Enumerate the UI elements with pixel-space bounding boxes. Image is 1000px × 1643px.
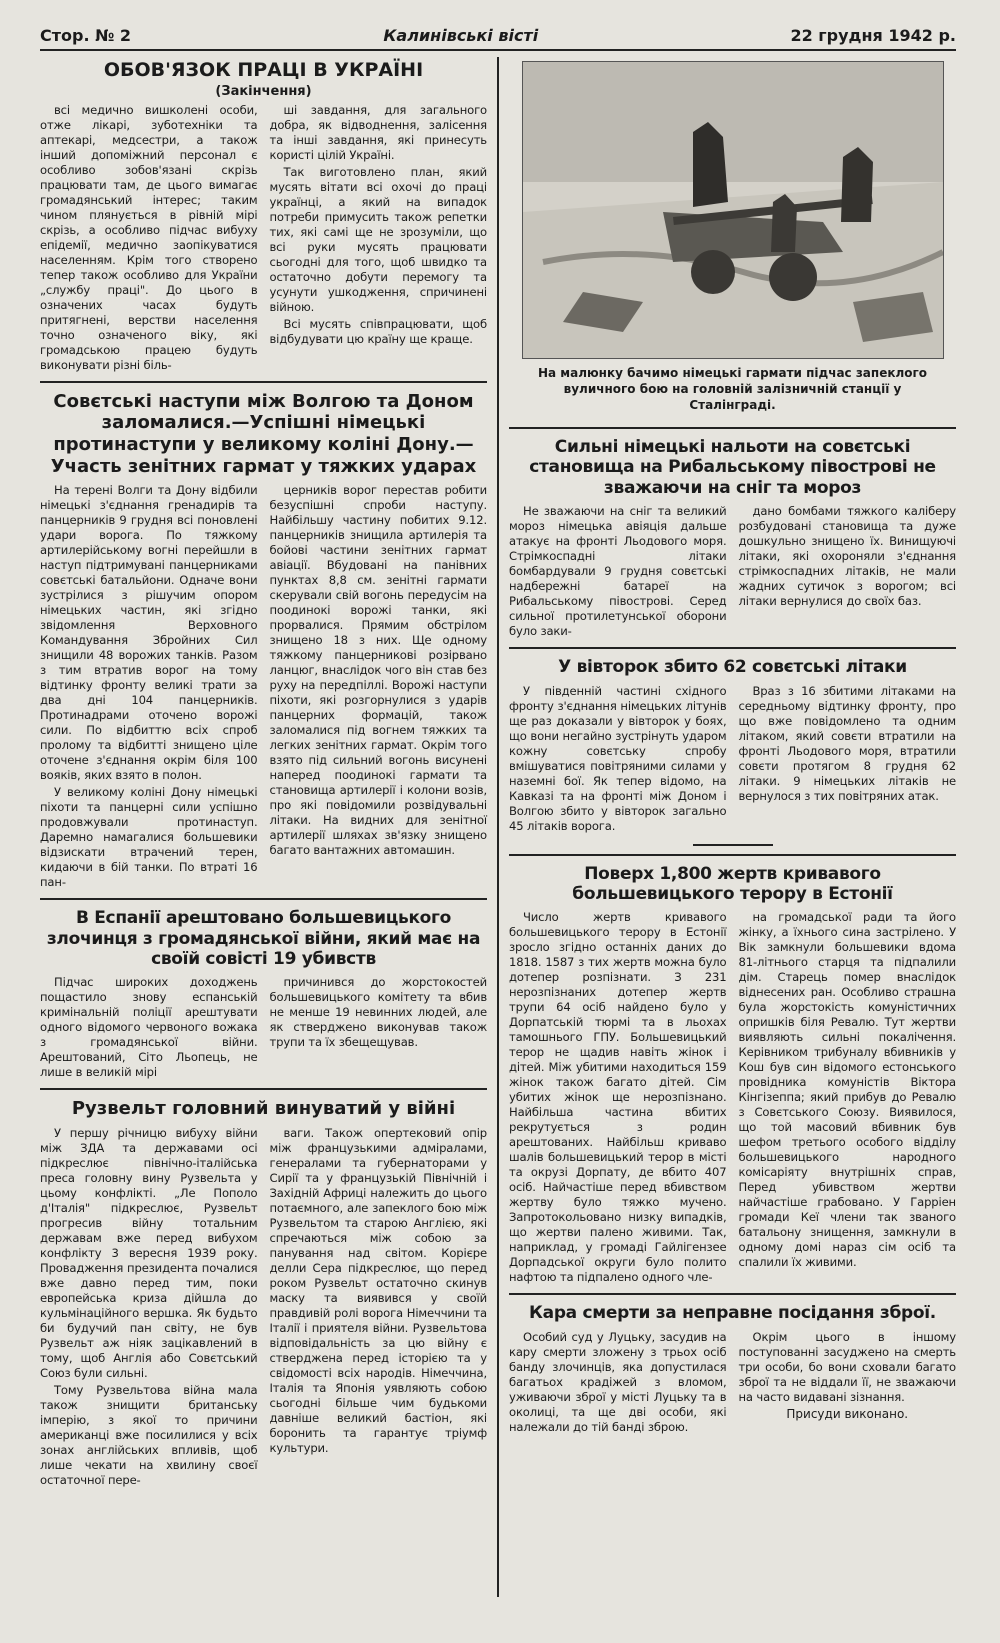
article-labor xyxy=(40,59,487,375)
paragraph: Підчас широких доходжень пощастило знову еспанській кримінальній поліції арештувати одного відомого червоного вожака з громадянської війни. Арештований, Сіто Льопець, не лише в великій мірі xyxy=(40,975,258,1080)
article-spain xyxy=(40,898,487,1082)
page-columns xyxy=(40,57,956,1597)
article-death-penalty xyxy=(509,1293,956,1436)
newspaper-title: Калинівські вісті xyxy=(383,26,539,45)
paragraph: Число жертв кривавого большевицького терору в Естонії зросло згідно останніх даних до 1818. 1587 з тих жертв можна було дотепер розпізнати. З 231 нерозпізнаних дотепер жертв трупи 64 осіб найдено було у Дорпатській тюрмі та в льохах тамошнього ГПУ. Большевицький терор не щадив навіть жінок і дітей. Між убитими находиться 159 жінок також багато дітей. Сім убитих жінок ще нерозпізнано. Найбільша частина вбитих рекрутується з родин арештованих. Найбільш криваво шалів большевицький терор в місті та окрузі Дорпату, де вбито 407 осіб. Найчастіше перед вбивством жертву було тяжко мучено. Запротокольовано низку випадків, що жертви палено живими. Так, наприклад, у громаді Гайлігензее Дорпадської округи було полито нафтою та підпалено одного чле- xyxy=(509,910,727,1285)
paragraph: Всі мусять співпрацювати, щоб відбудувати цю країну ще краще. xyxy=(269,316,487,346)
text-column xyxy=(40,975,258,1082)
paragraph: на громадської ради та його жінку, а їхнього сина застрілено. У Вік замкнули большевики вдома 81-літнього старця та підпалили дім. Старець помер внаслідок віднесених ран. Особливо страшна була жорстокість комуністичних опришків біля Ревалю. Тут жертви виявляють сильні покалічення. Керівником трибуналу вбивників у Кош був син відомого естонського провідника комуністів Віктора Кінгізеппа; який прибув до Ревалю з Совєтського Союзу. Виявилося, що той масовий вбивник був шефом третього особого відділу большевицького народного комісаріяту внутрішніх справ, Перед убивством жертви найчастіше грабовано. У Гарріен громади Кеї члени так званого батальону знищення, замкнули в одному домі нараз сім осіб та спалили їх живими. xyxy=(738,910,956,1270)
paragraph: Особий суд у Луцьку, засудив на кару смерти зложену з трьох осіб банду злочинців, яка допустилася багатьох крадіжей з вломом, уживаючи зброї у місті Луцьку та в околиці, та ще дві особи, які належали до тій банді зброю. xyxy=(509,1329,727,1434)
text-column xyxy=(509,684,727,836)
article-soviet-offensive xyxy=(40,381,487,892)
paragraph: всі медично вишколені особи, отже лікарі, зуботехніки та аптекарі, медсестри, а також інший допоміжний персонал є особливо зобов'язані скрізь працювати там, де цього вимагає громадянський інтерес; таким чином плянується в рівній мірі скрізь, а особливо підчас вибуху епідемії, медично заопікуватися населенням. Крім того створено тепер також особливо для України „службу праці". До цього в означених часах будуть притягнені, верстви населення точно означеного віку, які громадською працею будуть виконувати різні біль- xyxy=(40,102,258,372)
article-body xyxy=(509,684,956,836)
text-column xyxy=(270,1126,488,1490)
paragraph: Не зважаючи на сніг та великий мороз німецька авіяція дальше атакує на фронті Льодового моря. Стрімкоспадні літаки бомбардували 9 грудня совєтські надбережні батареї на Рибальському півострові. Серед сильної протилетунської оборони було заки- xyxy=(509,504,727,639)
paragraph: На терені Волги та Дону відбили німецькі з'єднання гренадирів та панцерників 9 грудня всі поновлені удари ворога. По тяжкому артилерійському вогні перейшли в наступ підтримувані панцерниками совєтські батальйони. Одначе вони зустрілися з рішучим опором німецьких частин, які згідно звідомлення Верховного Командування Збройних Сил знищили 48 ворожих танків. Разом з тим втратив ворог на тому відтинку фронту великі трати за два дні 104 панцерників. Протинадрами оточено ворожі сили. По відбиттю всіх спроб пролому та відбитті знищено ціле оточене з'єднання окрім біля 100 вояків, яких взято в полон. xyxy=(40,483,258,783)
paragraph: У великому коліні Дону німецькі піхоти та панцерні сили успішно продовжували протинаступ. Даремно намагалися большевики відзискати втрачений терен, кидаючи в бій танки. По втраті 16 пан- xyxy=(40,785,258,890)
paragraph: церників ворог перестав робити безуспішні спроби наступу. Найбільшу частину побитих 9.12. панцерників знищила артилерія та бойові частини зенітних гармат авіації. Вбудовані на панівних пунктах 8,8 см. зенітні гармати скерували свій вогонь передусім на поодинокі ворожі танки, які прорвалися. Прямим обстрілом знищено 18 з них. Ще одному тяжкому панцерникові розірвано ланцюг, внаслідок чого він став без руху на передпіллі. Ворожі наступи піхоти, які розгорнулися з ударів панцерних формацій, також заломалися під вогнем тяжких та легких зенітних гармат. Окрім того взято під сильний вогонь висунені наперед поодинокі гармати та становища артилерії і колони возів, про які повідомили розвідувальні літаки. На видних для зенітної артилерії шляхах зв'язку знищено багато вантажних автомашин. xyxy=(269,483,487,858)
masthead xyxy=(40,20,956,51)
photo-caption: На малюнку бачимо німецькі гармати підчас запеклого вуличного бою на головній залізничній станції у Сталінграді. xyxy=(537,366,928,412)
paragraph: ваги. Також опертековий опір між французькими адміралами, генералами та губернаторами у Сирії та у французькій Північній і Західній Африці належить до цього потаємного, але запеклого бою між Рузвельтом та старою Англією, які спречаються між собою за панування над світом. Корієре делли Сера підкреслює, що перед роком Рузвельт остаточно скинув маску та виявився у своїй правдивій ролі ворога Німеччини та Італії і приятеля війни. Рузвельтова відповідальність за цю війну є стверджена перед історією та у свідомості всіх народів. Німеччина, Італія та Японія уявляють собою сьогодні більше чим будькоми давніше великий бастіон, які боронить та гарантує тріумф культури. xyxy=(269,1125,487,1455)
divider xyxy=(693,844,773,846)
artillery-photo-illustration xyxy=(523,62,943,358)
article-headline: Сильні німецькі нальоти на совєтські становища на Рибальському півострові не зважаючи на сніг та мороз xyxy=(529,437,936,498)
article-body xyxy=(40,483,487,892)
text-column xyxy=(739,1330,957,1437)
text-column xyxy=(509,504,727,641)
article-subtitle: (Закінчення) xyxy=(215,83,312,99)
article-rybachy xyxy=(509,427,956,641)
article-photo xyxy=(509,61,956,421)
paragraph: Окрім цього в іншому поступованні засуджено на смерть три особи, бо вони сховали багато зброї та не віддали її, не зважаючи на часто видавані зізнання. xyxy=(738,1329,956,1404)
article-headline: В Еспанії арештовано большевицького злочинця з громадянської війни, який має на своїй совісті 19 убивств xyxy=(46,908,481,969)
article-body xyxy=(40,975,487,1082)
paragraph: У південній частині східного фронту з'єднання німецьких літунів ще раз доказали у вівторок у боях, що вони негайно зустрінуть ударом кожну совєтську спробу вмішуватися повітряними силами у наземні бої. Як тепер відомо, на Кавказі та на фронті між Доном і Волгою збито у вівторок загально 45 літаків ворога. xyxy=(509,683,727,833)
article-planes xyxy=(509,647,956,845)
text-column xyxy=(509,910,727,1287)
paragraph: Враз з 16 збитими літаками на середньому відтинку фронту, про що вже повідомлено та одним літаком, який совєти втратили на фронті Льодового моря, втратили совєти протягом 8 грудня 62 літаки. 9 німецьких літаків не вернулося з тих повітряних атак. xyxy=(738,683,956,803)
text-column xyxy=(40,103,258,375)
text-column xyxy=(739,910,957,1287)
paragraph: дано бомбами тяжкого каліберу розбудовані становища та дуже дошкульно знищено їх. Винищуючі літаки, які охороняли з'єднання стрімкоспадних літаків, не мали жадних сутичок з ворогом; всі літаки вернулися до своїх баз. xyxy=(738,504,956,609)
verdict-line: Присуди виконано. xyxy=(786,1406,909,1421)
article-body xyxy=(509,504,956,641)
article-headline: У вівторок збито 62 совєтські літаки xyxy=(558,657,907,678)
article-roosevelt xyxy=(40,1088,487,1490)
paragraph: У першу річницю вибуху війни між ЗДА та державами осі підкреслює північно-італійська преса головну вину Рузвельта у цьому конфлікті. „Ле Пополо д'Італія" підкреслює, Рузвельт прогресив війну тотальним державам вже перед вибухом конфлікту 3 вересня 1939 року. Провадження президента почалися вже давно перед тим, поки европейська криза дійшла до кульмінаційного вершка. Як будьто би будучий пан світу, не був Рузвельт аж ніяк зацікавлений в тому, щоб Англія або Совєтський Союз були сильні. xyxy=(40,1125,258,1380)
text-column xyxy=(270,975,488,1082)
article-headline: Кара смерти за неправне посідання зброї. xyxy=(529,1303,936,1324)
article-estonia xyxy=(509,854,956,1288)
article-headline: Поверх 1,800 жертв кривавого большевицького терору в Естонії xyxy=(572,863,893,904)
article-headline: ОБОВ'ЯЗОК ПРАЦІ В УКРАЇНІ xyxy=(103,59,424,81)
paragraph: Так виготовлено план, який мусять вітати всі охочі до праці українці, а який на випадок потреби примусить також репетки тих, які самі ще не зрозуміли, що всі руки мусять працювати сьогодні для того, щоб швидко та остаточно добути перемогу та усунути ушкодження, спричинені війною. xyxy=(269,164,487,314)
text-column xyxy=(739,504,957,641)
text-column xyxy=(739,684,957,836)
article-body xyxy=(509,910,956,1287)
article-body xyxy=(40,1126,487,1490)
text-column xyxy=(509,1330,727,1437)
page-number: Стор. № 2 xyxy=(40,26,132,45)
article-body xyxy=(509,1330,956,1437)
paragraph: Тому Рузвельтова війна мала також знищити британську імперію, з якої то причини американці вже посилилися у всіх зонах англійських впливів, щоб лише чекати на хвилину своєї остаточної пере- xyxy=(40,1382,258,1487)
paragraph: причинився до жорстокостей большевицького комітету та вбив не менше 19 невинних людей, але як стверджено виконував також трупи та їх збещещував. xyxy=(269,975,487,1050)
text-column xyxy=(40,483,258,892)
article-body xyxy=(40,103,487,375)
text-column xyxy=(40,1126,258,1490)
article-headline: Совєтські наступи між Волгою та Доном заломалися.—Успішні німецькі протинаступи у великому коліні Дону.— Участь зенітних гармат у тяжких ударах xyxy=(50,390,477,477)
right-column xyxy=(499,57,956,1597)
paragraph: ші завдання, для загального добра, як відводнення, залісення та інші завдання, які принесуть користі цілій Україні. xyxy=(269,102,487,162)
left-column xyxy=(40,57,499,1597)
text-column xyxy=(270,103,488,375)
issue-date: 22 грудня 1942 р. xyxy=(790,26,956,45)
stalingrad-photo xyxy=(522,61,944,359)
text-column xyxy=(270,483,488,892)
article-headline: Рузвельт головний винуватий у війні xyxy=(71,1098,456,1120)
